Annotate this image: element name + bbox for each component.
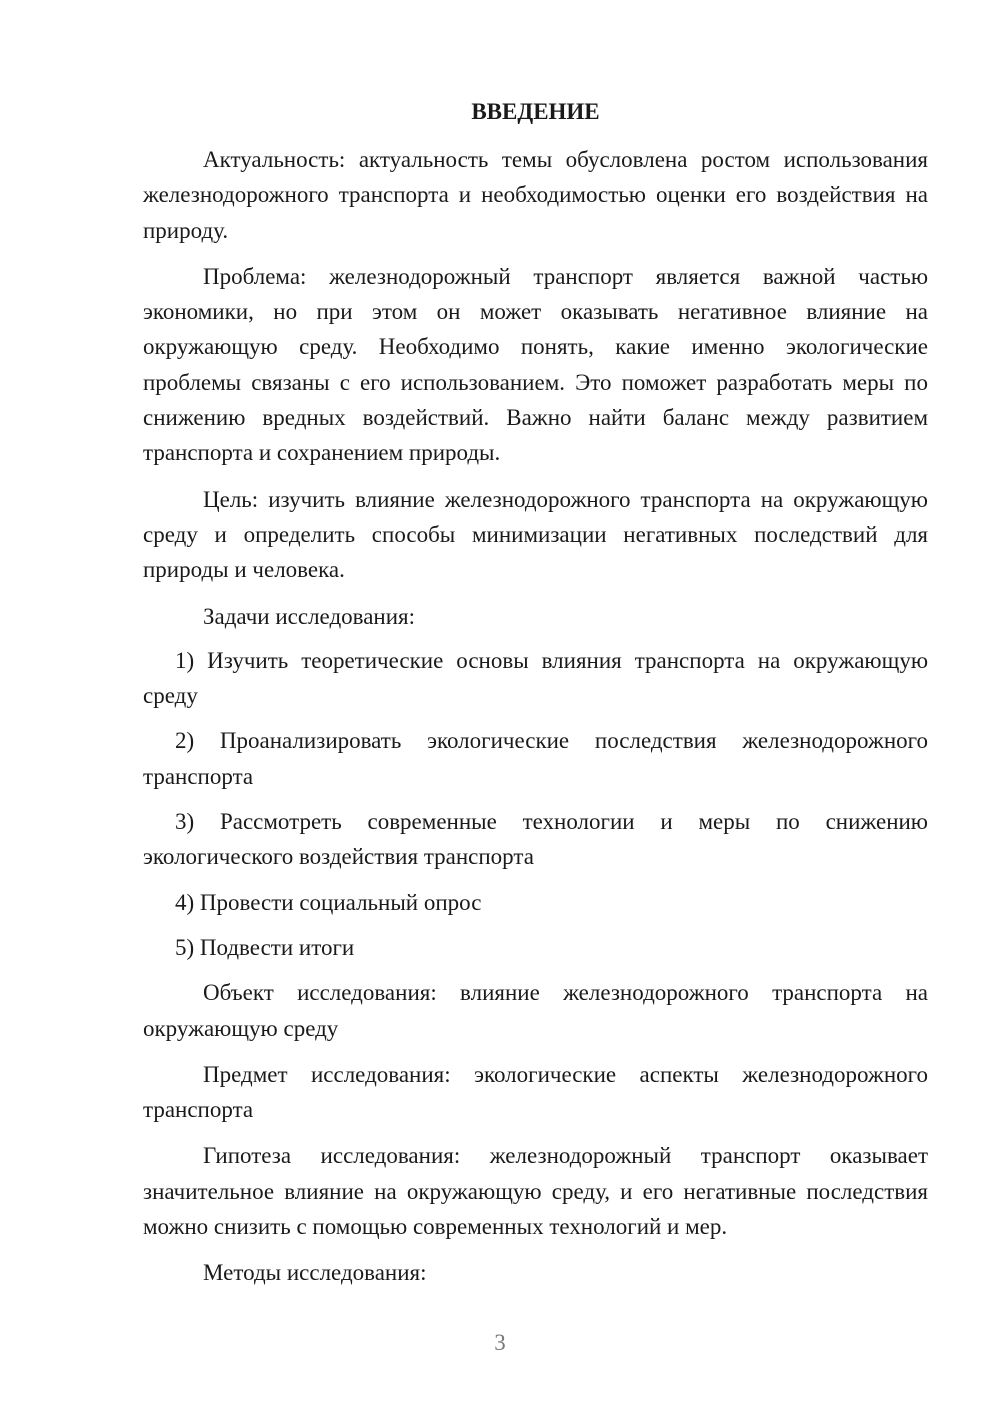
paragraph-relevance: Актуальность: актуальность темы обусловлена ростом использования железнодорожного транспорта и необходимостью оценки его воздействия на природу. bbox=[143, 147, 928, 243]
task-item-2: 2) Проанализировать экологические последствия железнодорожного транспорта bbox=[143, 728, 928, 789]
paragraph-hypothesis: Гипотеза исследования: железнодорожный транспорт оказывает значительное влияние на окружающую среду, и его негативные последствия можно снизить с помощью современных технологий и мер. bbox=[143, 1143, 928, 1240]
paragraph-subject: Предмет исследования: экологические аспекты железнодорожного транспорта bbox=[143, 1061, 928, 1123]
task-item-1: 1) Изучить теоретические основы влияния транспорта на окружающую среду bbox=[143, 647, 928, 709]
paragraph-tasks-heading: Задачи исследования: bbox=[203, 603, 416, 629]
document-page bbox=[143, 94, 928, 1302]
paragraph-goal: Цель: изучить влияние железнодорожного транспорта на окружающую среду и определить способы минимизации негативных последствий для природы и человека. bbox=[143, 486, 928, 583]
paragraph-object: Объект исследования: влияние железнодорожного транспорта на окружающую среду bbox=[143, 980, 928, 1041]
paragraph-methods: Методы исследования: bbox=[203, 1260, 427, 1286]
paragraph-problem: Проблема: железнодорожный транспорт является важной частью экономики, но при этом он может оказывать негативное влияние на окружающую среду. Необходимо понять, какие именно экологические проблемы связаны с его использованием. Это поможет разработать меры по снижению вредных воздействий. Важно найти баланс между развитием транспорта и сохранением природы. bbox=[143, 263, 928, 466]
task-item-5: 5) Подвести итоги bbox=[175, 934, 355, 960]
task-item-3: 3) Рассмотреть современные технологии и меры по снижению экологического воздействия транспорта bbox=[143, 809, 928, 870]
page-number: 3 bbox=[494, 1330, 506, 1355]
section-title: ВВЕДЕНИЕ bbox=[471, 99, 600, 124]
task-item-4: 4) Провести социальный опрос bbox=[175, 889, 482, 915]
